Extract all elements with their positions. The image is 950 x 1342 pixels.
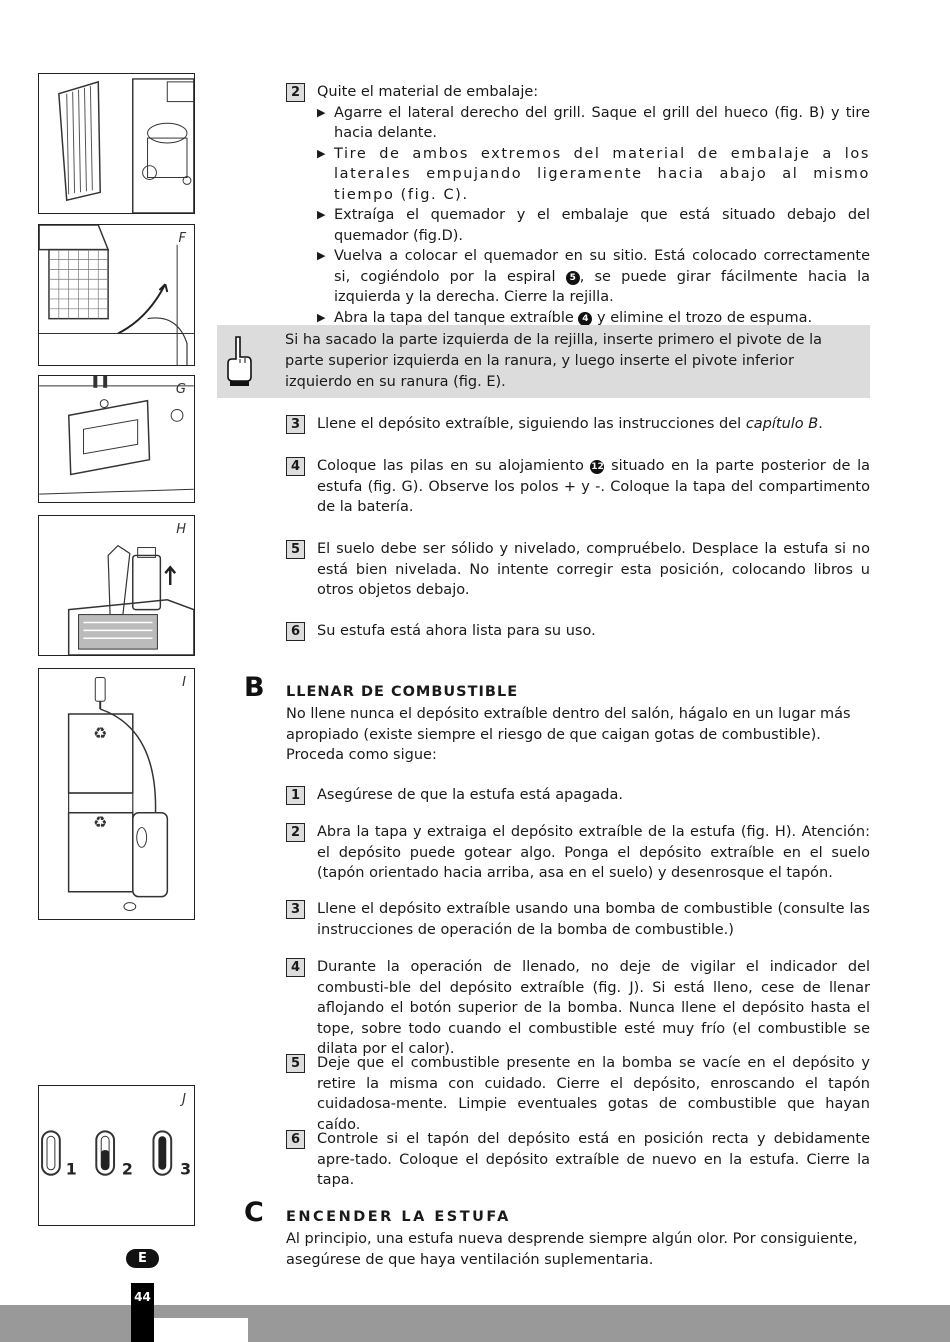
ref-number-badge: 12 [591, 462, 604, 472]
bullet-item: ▶ Agarre el lateral derecho del grill. Saque el grill del hueco (fig. B) y tire hacia delante. [317, 103, 870, 144]
figure-f-burner [38, 224, 195, 366]
battery-compartment-illustration [39, 376, 194, 502]
gauge-marker-3: 3 [180, 1159, 192, 1179]
fuel-pump-illustration [39, 669, 194, 919]
language-badge: E [126, 1249, 159, 1268]
figure-i-fuel-pump [38, 668, 195, 920]
step-text: Quite el material de embalaje: [317, 84, 539, 100]
step-text: Llene el depósito extraíble, siguiendo las instrucciones del capítulo B. [317, 416, 823, 432]
install-step-4 [286, 456, 870, 518]
step-text: Deje que el combustible presente en la bomba se vacíe en el depósito y retire la misma con cuidado. Cierre el depósito, enroscando el tapón cuidadosa-mente. Limpie eventuales gotas de combustible que hayan caído. [317, 1055, 870, 1133]
step-number: 2 [286, 823, 305, 842]
burner-illustration [39, 225, 194, 365]
figure-label-h: H [176, 522, 186, 537]
section-b-letter: B [244, 672, 265, 703]
install-step-6 [286, 621, 870, 642]
tank-removal-illustration [39, 516, 194, 655]
figure-h-tank-removal [38, 515, 195, 656]
section-c-title: ENCENDER LA ESTUFA [286, 1209, 511, 1225]
figure-label-j: J [182, 1092, 186, 1107]
step-text: Coloque las pilas en su alojamiento 12 situado en la parte posterior de la estufa (fig. G). Observe los polos + y -. Coloque la tapa del compartimento de la batería. [317, 458, 870, 515]
fill-step-6 [286, 1129, 870, 1191]
bullet-item: ▶ Tire de ambos extremos del material de embalaje a los laterales empujando ligeramente hacia abajo al mismo tiempo (fig. C). [317, 144, 870, 206]
step-number: 3 [286, 900, 305, 919]
note-text: Si ha sacado la parte izquierda de la rejilla, inserte primero el pivote de la parte superior izquierda en la ranura, y luego inserte el pivote inferior izquierdo en su ranura (fig. E). [285, 332, 823, 390]
step-text: Asegúrese de que la estufa está apagada. [317, 787, 623, 803]
step-number: 5 [286, 540, 305, 559]
step-number: 3 [286, 415, 305, 434]
step-number: 1 [286, 786, 305, 805]
step-text: Controle si el tapón del depósito está en posición recta y debidamente apre-tado. Coloque el depósito extraíble de nuevo en la estufa. Cierre la tapa. [317, 1131, 870, 1188]
install-step-3 [286, 414, 870, 435]
fill-step-4 [286, 957, 870, 1060]
step-number: 4 [286, 958, 305, 977]
heater-grill-illustration [39, 74, 194, 213]
section-b-title: LLENAR DE COMBUSTIBLE [286, 684, 519, 700]
bullet-item: ▶ Vuelva a colocar el quemador en su sitio. Está colocado correctamente si, cogiéndolo por la espiral 5 , se puede girar fácilmente hacia la izquierda y la derecha. Cierre la rejilla. [317, 246, 870, 308]
gauge-marker-2: 2 [121, 1159, 133, 1179]
step-number: 6 [286, 1130, 305, 1149]
fill-step-2 [286, 822, 870, 884]
pointing-hand-icon [225, 335, 253, 387]
install-step-5 [286, 539, 870, 601]
svg-text:♻: ♻ [93, 812, 108, 832]
step-number: 4 [286, 457, 305, 476]
figure-label-f: F [178, 231, 186, 246]
section-c-letter: C [244, 1197, 264, 1228]
figure-label-i: I [182, 675, 186, 690]
section-b-intro: No llene nunca el depósito extraíble dentro del salón, hágalo en un lugar más apropiado (existe siempre el riesgo de que caigan gotas de combustible). Proceda como sigue: [286, 706, 851, 763]
note-box [217, 325, 870, 398]
step-text: Llene el depósito extraíble usando una bomba de combustible (consulte las instrucciones de operación de la bomba de combustible.) [317, 901, 870, 938]
ref-number-badge: 4 [578, 312, 592, 326]
step-number: 2 [286, 83, 305, 102]
bullet-item: ▶ Abra la tapa del tanque extraíble 4 y elimine el trozo de espuma. [317, 308, 870, 329]
ref-number-badge: 5 [566, 271, 580, 285]
step-text: Abra la tapa y extraiga el depósito extraíble de la estufa (fig. H). Atención: el depósito puede gotear algo. Ponga el depósito extraíble en el suelo (tapón orientado hacia arriba, asa en el suelo) y desenrosque el tapón. [317, 824, 870, 881]
step-text: El suelo debe ser sólido y nivelado, compruébelo. Desplace la estufa si no está bien nivelada. No intente corregir esta posición, colocando libros u otros objetos debajo. [317, 541, 870, 598]
figure-label-g: G [175, 382, 186, 397]
figure-j-fuel-gauge [38, 1085, 195, 1226]
section-c-intro: Al principio, una estufa nueva desprende siempre algún olor. Por consiguiente, asegúrese de que haya ventilación suplementaria. [286, 1231, 858, 1268]
fill-step-3 [286, 899, 870, 940]
fuel-gauge-illustration [39, 1086, 194, 1225]
figure-g-battery [38, 375, 195, 503]
fill-step-1 [286, 785, 870, 806]
step-text: Su estufa está ahora lista para su uso. [317, 623, 596, 639]
footer-white-tab [154, 1318, 248, 1342]
step-text: Durante la operación de llenado, no deje de vigilar el indicador del combusti-ble del depósito extraíble (fig. J). Si está lleno, cese de llenar aflojando el botón superior de la bomba. Nunca llene el depósito hasta el tope, sobre todo cuando el combustible esté muy frío (el combustible se dilata por el calor). [317, 959, 870, 1057]
bullet-item: ▶ Extraíga el quemador y el embalaje que está situado debajo del quemador (fig.D). [317, 205, 870, 246]
svg-text:♻: ♻ [93, 723, 108, 743]
step-number: 5 [286, 1054, 305, 1073]
page-number: 44 [134, 1290, 151, 1304]
fill-step-5 [286, 1053, 870, 1135]
bullet-list [317, 103, 870, 329]
install-step-2 [286, 82, 870, 328]
step-number: 6 [286, 622, 305, 641]
gauge-marker-1: 1 [65, 1159, 77, 1179]
figure-c-grill [38, 73, 195, 214]
